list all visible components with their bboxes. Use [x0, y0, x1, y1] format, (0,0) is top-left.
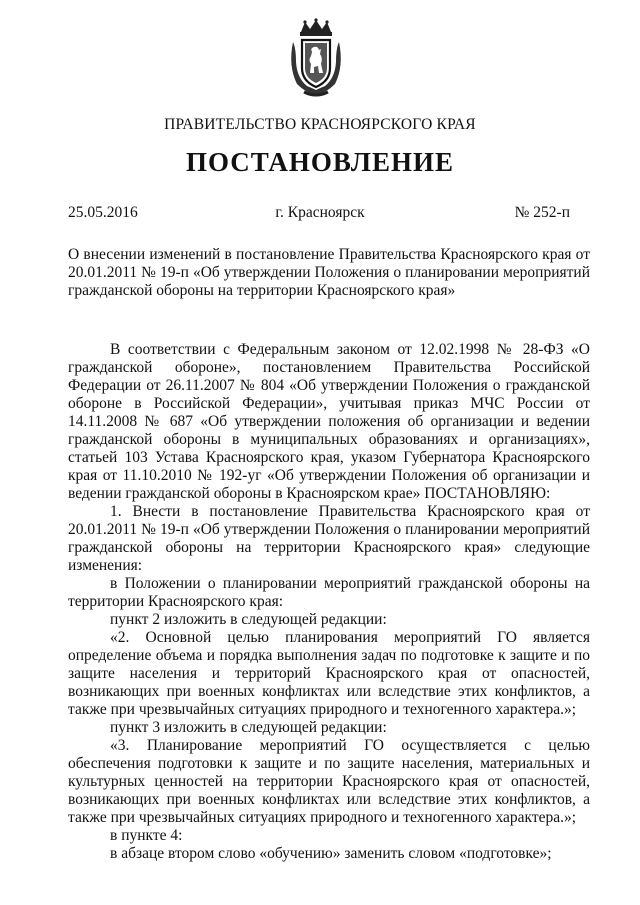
body-paragraph: в пункте 4: — [110, 827, 183, 844]
body-paragraph: «3. Планирование мероприятий ГО осуществляется с целью обеспечения подготовки к защите и по защите населения, материальных и культурных ценностей на территории Красноярского края от опасностей, возникающих при военных конфликтах или вследствие этих конфликтов, а также при чрезвычайных ситуациях природного и техногенного характера.»; — [68, 737, 590, 826]
body-paragraph: в абзаце втором слово «обучению» заменить словом «подготовке»; — [110, 845, 552, 862]
document-subject: О внесении изменений в постановление Правительства Красноярского края от 20.01.2011 № 19-п «Об утверждении Положения о планировании мероприятий гражданской обороны на территории Красноярского края» — [68, 246, 590, 299]
body-paragraph: пункт 2 изложить в следующей редакции: — [110, 611, 387, 628]
government-title: ПРАВИТЕЛЬСТВО КРАСНОЯРСКОГО КРАЯ — [164, 116, 476, 133]
document-number: № 252-п — [514, 204, 570, 221]
body-paragraph: 1. Внести в постановление Правительства Красноярского края от 20.01.2011 № 19-п «Об утверждении Положения о планировании мероприятий гражданской обороны на территории Красноярского края» следующие изменения: — [68, 503, 590, 574]
body-paragraph: В соответствии с Федеральным законом от 12.02.1998 № 28-ФЗ «О гражданской обороне», постановлением Правительства Российской Федерации от 26.11.2007 № 804 «Об утверждении Положения о гражданской обороне в Российской Федерации», учитывая приказ МЧС России от 14.11.2008 № 687 «Об утверждении положения об организации и ведении гражданской обороны в муниципальных образованиях и организациях», статьей 103 Устава Красноярского края, указом Губернатора Красноярского края от 11.10.2010 № 192-уг «Об утверждении Положения об организации и ведении гражданской обороны в Красноярском крае» ПОСТАНОВЛЯЮ: — [68, 341, 590, 502]
coat-of-arms-icon — [287, 18, 345, 100]
body-paragraph: «2. Основной целью планирования мероприятий ГО является определение объема и порядка выполнения задач по подготовке к защите и по защите населения и территорий Красноярского края от опасностей, возникающих при военных конфликтах или вследствие этих конфликтов, а также при чрезвычайных ситуациях природного и техногенного характера.»; — [68, 629, 590, 718]
body-paragraph: в Положении о планировании мероприятий гражданской обороны на территории Красноярского края: — [68, 575, 590, 610]
document-body — [68, 341, 590, 863]
document-type-heading: ПОСТАНОВЛЕНИЕ — [185, 147, 455, 177]
document-city: г. Красноярск — [275, 204, 365, 221]
document-date: 25.05.2016 — [68, 204, 138, 221]
body-paragraph: пункт 3 изложить в следующей редакции: — [110, 719, 387, 736]
